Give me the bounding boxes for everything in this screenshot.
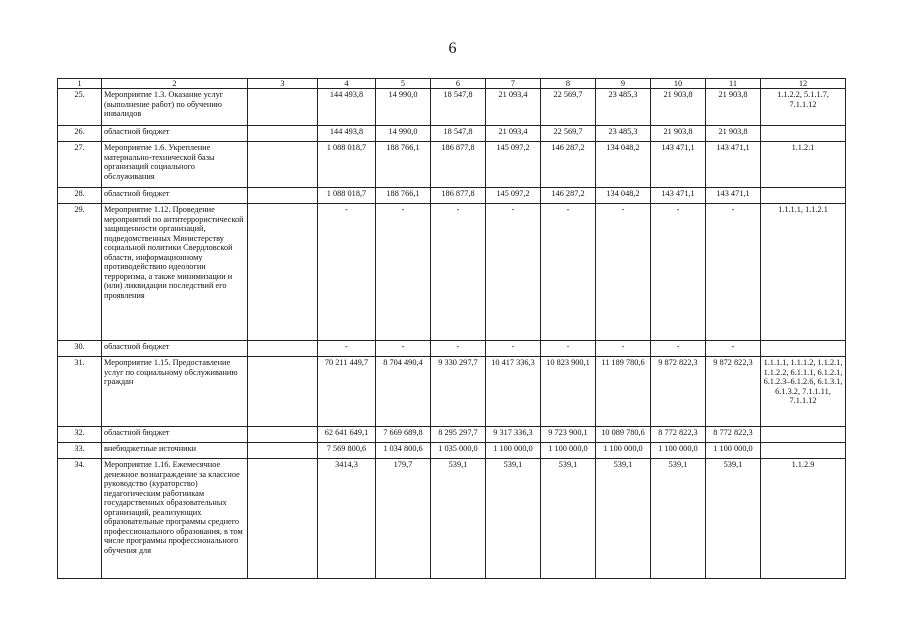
header-cell: 11 xyxy=(706,79,761,89)
item-name: областной бюджет xyxy=(102,341,248,357)
target-indicator-codes xyxy=(761,443,846,459)
year-value: 9 872 822,3 xyxy=(651,357,706,427)
item-name: областной бюджет xyxy=(102,188,248,204)
year-value: 9 317 336,3 xyxy=(486,427,541,443)
target-indicator-codes: 1.1.1.1, 1.1.2.1 xyxy=(761,204,846,341)
column-3-cell xyxy=(248,443,318,459)
header-cell: 6 xyxy=(431,79,486,89)
table-row xyxy=(58,188,846,204)
year-value: 1 100 000,0 xyxy=(541,443,596,459)
table-row xyxy=(58,427,846,443)
page-number: 6 xyxy=(448,40,457,57)
header-cell: 8 xyxy=(541,79,596,89)
header-row xyxy=(58,79,846,89)
year-value: 539,1 xyxy=(541,459,596,579)
year-value: 179,7 xyxy=(376,459,431,579)
column-3-cell xyxy=(248,459,318,579)
program-table xyxy=(57,78,846,579)
year-value: - xyxy=(376,341,431,357)
table-row xyxy=(58,89,846,126)
year-value: 539,1 xyxy=(706,459,761,579)
year-value: - xyxy=(596,204,651,341)
year-value: 21 903,8 xyxy=(651,126,706,142)
total-value: - xyxy=(318,204,376,341)
total-value: 7 569 800,6 xyxy=(318,443,376,459)
year-value: 1 035 000,0 xyxy=(431,443,486,459)
total-value: 144 493,8 xyxy=(318,126,376,142)
year-value: 9 872 822,3 xyxy=(706,357,761,427)
column-3-cell xyxy=(248,427,318,443)
target-indicator-codes: 1.1.2.9 xyxy=(761,459,846,579)
year-value: 21 093,4 xyxy=(486,126,541,142)
column-3-cell xyxy=(248,142,318,188)
column-3-cell xyxy=(248,188,318,204)
target-indicator-codes: 1.1.1.1, 1.1.1.2, 1.1.2.1, 1.1.2.2, 6.1.1.1, 6.1.2.1, 6.1.2.3–6.1.2.6, 6.1.3.1, 6.1.3.2, 7.1.1.11, 7.1.1.12 xyxy=(761,357,846,427)
year-value: 9 723 900,1 xyxy=(541,427,596,443)
header-cell: 10 xyxy=(651,79,706,89)
total-value: 62 641 649,1 xyxy=(318,427,376,443)
year-value: 21 093,4 xyxy=(486,89,541,126)
year-value: 14 990,0 xyxy=(376,89,431,126)
year-value: 1 100 000,0 xyxy=(486,443,541,459)
year-value: 8 772 822,3 xyxy=(651,427,706,443)
total-value: 1 088 018,7 xyxy=(318,188,376,204)
year-value: - xyxy=(376,204,431,341)
total-value: 1 088 018,7 xyxy=(318,142,376,188)
target-indicator-codes xyxy=(761,341,846,357)
target-indicator-codes xyxy=(761,126,846,142)
year-value: 143 471,1 xyxy=(651,142,706,188)
year-value: 11 189 780,6 xyxy=(596,357,651,427)
target-indicator-codes xyxy=(761,427,846,443)
table-row xyxy=(58,443,846,459)
column-3-cell xyxy=(248,204,318,341)
year-value: - xyxy=(706,204,761,341)
total-value: 144 493,8 xyxy=(318,89,376,126)
year-value: 23 485,3 xyxy=(596,126,651,142)
year-value: 23 485,3 xyxy=(596,89,651,126)
year-value: 539,1 xyxy=(596,459,651,579)
header-cell: 12 xyxy=(761,79,846,89)
year-value: - xyxy=(541,341,596,357)
year-value: 146 287,2 xyxy=(541,188,596,204)
year-value: 146 287,2 xyxy=(541,142,596,188)
year-value: 1 100 000,0 xyxy=(596,443,651,459)
year-value: 134 048,2 xyxy=(596,188,651,204)
total-value: 70 211 449,7 xyxy=(318,357,376,427)
year-value: 1 034 800,6 xyxy=(376,443,431,459)
year-value: 8 704 490,4 xyxy=(376,357,431,427)
year-value: 143 471,1 xyxy=(706,188,761,204)
header-cell: 9 xyxy=(596,79,651,89)
year-value: 18 547,8 xyxy=(431,89,486,126)
header-cell: 1 xyxy=(58,79,102,89)
row-number: 34. xyxy=(58,459,102,579)
year-value: 22 569,7 xyxy=(541,89,596,126)
year-value: 22 569,7 xyxy=(541,126,596,142)
year-value: 8 772 822,3 xyxy=(706,427,761,443)
item-name: внебюджетные источники xyxy=(102,443,248,459)
year-value: 186 877,8 xyxy=(431,188,486,204)
year-value: 539,1 xyxy=(431,459,486,579)
target-indicator-codes: 1.1.2.1 xyxy=(761,142,846,188)
total-value: - xyxy=(318,341,376,357)
table-row xyxy=(58,357,846,427)
table-row xyxy=(58,142,846,188)
year-value: 10 089 780,6 xyxy=(596,427,651,443)
year-value: 1 100 000,0 xyxy=(651,443,706,459)
header-cell: 7 xyxy=(486,79,541,89)
header-cell: 5 xyxy=(376,79,431,89)
header-cell: 3 xyxy=(248,79,318,89)
year-value: - xyxy=(596,341,651,357)
year-value: 18 547,8 xyxy=(431,126,486,142)
year-value: 143 471,1 xyxy=(651,188,706,204)
year-value: 21 903,8 xyxy=(651,89,706,126)
column-3-cell xyxy=(248,341,318,357)
row-number: 26. xyxy=(58,126,102,142)
row-number: 27. xyxy=(58,142,102,188)
year-value: 186 877,8 xyxy=(431,142,486,188)
year-value: 10 417 336,3 xyxy=(486,357,541,427)
row-number: 30. xyxy=(58,341,102,357)
table-row xyxy=(58,459,846,579)
year-value: - xyxy=(706,341,761,357)
year-value: 14 990,0 xyxy=(376,126,431,142)
year-value: 8 295 297,7 xyxy=(431,427,486,443)
header-cell: 4 xyxy=(318,79,376,89)
year-value: 145 097,2 xyxy=(486,188,541,204)
target-indicator-codes xyxy=(761,188,846,204)
row-number: 32. xyxy=(58,427,102,443)
year-value: - xyxy=(431,341,486,357)
item-name: Мероприятие 1.3. Оказание услуг (выполнение работ) по обучению инвалидов xyxy=(102,89,248,126)
item-name: областной бюджет xyxy=(102,126,248,142)
year-value: 134 048,2 xyxy=(596,142,651,188)
year-value: - xyxy=(486,341,541,357)
column-3-cell xyxy=(248,89,318,126)
year-value: - xyxy=(431,204,486,341)
table-row xyxy=(58,341,846,357)
year-value: 188 766,1 xyxy=(376,188,431,204)
table-row xyxy=(58,204,846,341)
year-value: 143 471,1 xyxy=(706,142,761,188)
year-value: 1 100 000,0 xyxy=(706,443,761,459)
row-number: 31. xyxy=(58,357,102,427)
row-number: 29. xyxy=(58,204,102,341)
header-cell: 2 xyxy=(102,79,248,89)
table-row xyxy=(58,126,846,142)
column-3-cell xyxy=(248,357,318,427)
year-value: 7 669 689,8 xyxy=(376,427,431,443)
year-value: 10 823 900,1 xyxy=(541,357,596,427)
row-number: 25. xyxy=(58,89,102,126)
year-value: 21 903,8 xyxy=(706,89,761,126)
row-number: 33. xyxy=(58,443,102,459)
year-value: 145 097,2 xyxy=(486,142,541,188)
item-name: Мероприятие 1.6. Укрепление материально-технической базы организаций социального обслуживания xyxy=(102,142,248,188)
year-value: 539,1 xyxy=(486,459,541,579)
year-value: 21 903,8 xyxy=(706,126,761,142)
item-name: Мероприятие 1.15. Предоставление услуг по социальному обслуживанию граждан xyxy=(102,357,248,427)
year-value: 539,1 xyxy=(651,459,706,579)
total-value: 3414,3 xyxy=(318,459,376,579)
row-number: 28. xyxy=(58,188,102,204)
target-indicator-codes: 1.1.2.2, 5.1.1.7, 7.1.1.12 xyxy=(761,89,846,126)
year-value: - xyxy=(541,204,596,341)
item-name: Мероприятие 1.16. Ежемесячное денежное вознаграждение за классное руководство (кураторство) педагогическим работникам государственных образовательных организаций, реализующих образовательные программы среднего профессионального образования, в том числе программы профессионального обучения для xyxy=(102,459,248,579)
year-value: 9 330 297,7 xyxy=(431,357,486,427)
column-3-cell xyxy=(248,126,318,142)
item-name: Мероприятие 1.12. Проведение мероприятий по антитеррористической защищенности организаций, подведомственных Министерству социальной политики Свердловской области, информационному противодействию идеологии терроризма, а также минимизации и (или) ликвидации последствий его проявления xyxy=(102,204,248,341)
year-value: - xyxy=(651,204,706,341)
year-value: - xyxy=(486,204,541,341)
year-value: 188 766,1 xyxy=(376,142,431,188)
year-value: - xyxy=(651,341,706,357)
item-name: областной бюджет xyxy=(102,427,248,443)
